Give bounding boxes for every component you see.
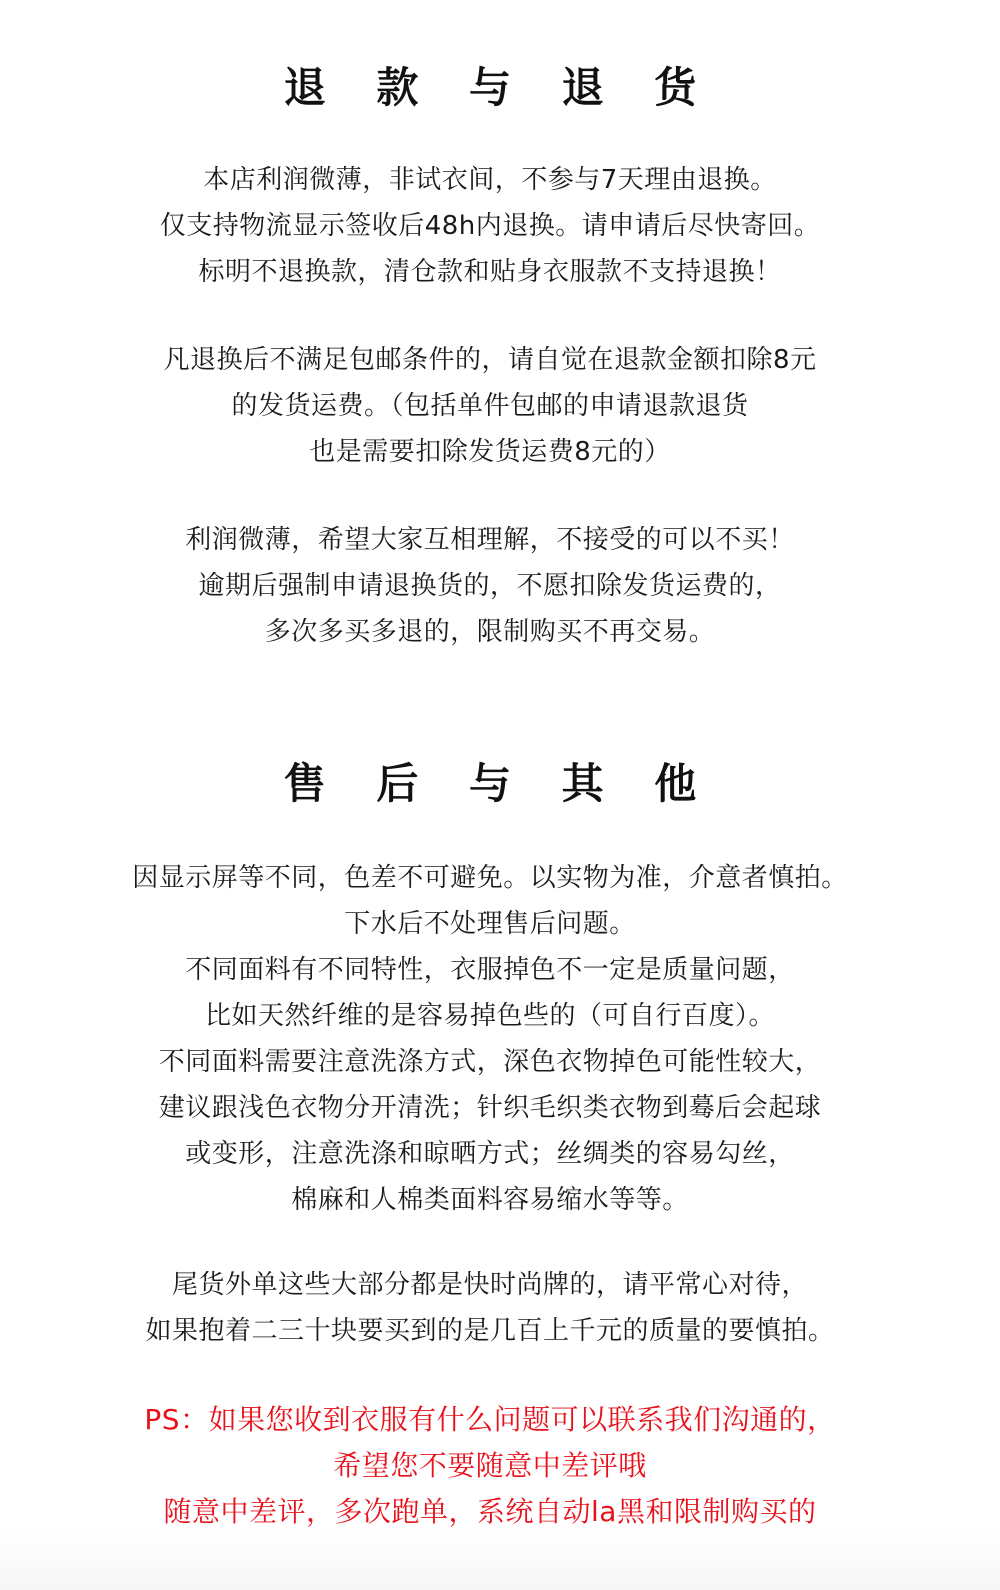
text-line: 的发货运费。（包括单件包邮的申请退款退货 bbox=[231, 391, 749, 421]
text-line: 也是需要扣除发货运费8元的） bbox=[309, 437, 671, 467]
ps-line: PS：如果您收到衣服有什么问题可以联系我们沟通的， bbox=[144, 1403, 836, 1436]
text-line: 建议跟浅色衣物分开清洗；针织毛织类衣物到蓦后会起球 bbox=[158, 1093, 822, 1123]
text-line: 多次多买多退的，限制购买不再交易。 bbox=[264, 617, 716, 647]
text-line: 凡退换后不满足包邮条件的，请自觉在退款金额扣除8元 bbox=[163, 345, 817, 375]
text-line: 比如天然纤维的是容易掉色些的（可自行百度）。 bbox=[204, 1001, 775, 1031]
text-line: 或变形，注意洗涤和晾晒方式；丝绸类的容易勾丝， bbox=[185, 1139, 795, 1169]
text-line: 棉麻和人棉类面料容易缩水等等。 bbox=[291, 1185, 689, 1215]
refund-paragraph-2 bbox=[0, 337, 980, 475]
bottom-shade bbox=[0, 1530, 1000, 1590]
refund-section-title: 退 款 与 退 货 bbox=[283, 63, 715, 112]
text-line: 不同面料需要注意洗涤方式，深色衣物掉色可能性较大， bbox=[158, 1047, 822, 1077]
text-line: 仅支持物流显示签收后48h内退换。请申请后尽快寄回。 bbox=[159, 211, 821, 241]
text-line: 利润微薄，希望大家互相理解，不接受的可以不买！ bbox=[185, 525, 795, 555]
text-line: 逾期后强制申请退换货的，不愿扣除发货运费的， bbox=[198, 571, 782, 601]
text-line: 不同面料有不同特性，衣服掉色不一定是质量问题， bbox=[185, 955, 795, 985]
ps-notice bbox=[0, 1397, 980, 1535]
text-line: 如果抱着二三十块要买到的是几百上千元的质量的要慎拍。 bbox=[145, 1316, 835, 1346]
text-line: 本店利润微薄，非试衣间，不参与7天理由退换。 bbox=[203, 165, 777, 195]
aftersales-section-title: 售 后 与 其 他 bbox=[283, 759, 715, 808]
text-line: 因显示屏等不同，色差不可避免。以实物为准，介意者慎拍。 bbox=[132, 863, 848, 893]
text-line: 下水后不处理售后问题。 bbox=[344, 909, 636, 939]
refund-paragraph-1 bbox=[0, 157, 980, 295]
refund-paragraph-3 bbox=[0, 517, 980, 655]
aftersales-paragraph-2 bbox=[0, 1262, 980, 1354]
text-line: 尾货外单这些大部分都是快时尚牌的，请平常心对待， bbox=[171, 1270, 808, 1300]
text-line: 标明不退换款，清仓款和贴身衣服款不支持退换！ bbox=[198, 257, 782, 287]
ps-line: 随意中差评，多次跑单，系统自动la黑和限制购买的 bbox=[163, 1495, 817, 1528]
aftersales-paragraph-1 bbox=[0, 855, 980, 1223]
ps-line: 希望您不要随意中差评哦 bbox=[333, 1449, 647, 1482]
